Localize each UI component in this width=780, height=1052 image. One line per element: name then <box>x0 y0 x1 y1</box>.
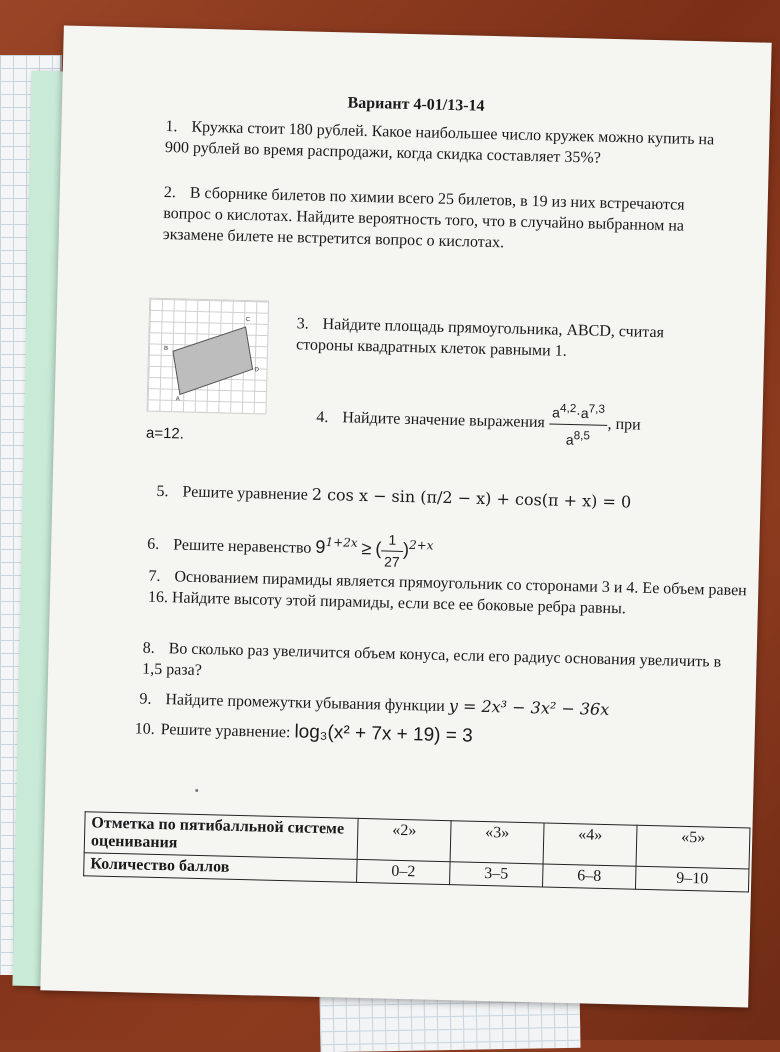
task-3 <box>296 313 707 365</box>
variant-title: Вариант 4-01/13-14 <box>347 94 485 115</box>
task-number: 8. <box>142 639 155 657</box>
task-number: 5. <box>156 482 169 501</box>
task-number: 4. <box>316 408 329 426</box>
task-4 <box>316 392 737 455</box>
row-label-marks: Отметка по пятибалльной системе оценивания <box>84 812 358 860</box>
inequality-rhs-exponent: 2+x <box>408 537 434 553</box>
task-8 <box>142 638 743 695</box>
task-text: Во сколько раз увеличится объем конуса, если его радиус основания увеличить в 1,5 раза? <box>141 640 722 680</box>
points-range-3: 3–5 <box>449 862 543 887</box>
task-text: Основанием пирамиды является прямоугольник со сторонами 3 и 4. Ее объем равен 16. Найдите высоту этой пирамиды, если все ее боковые ребра равны. <box>147 568 747 618</box>
task-text: Кружка стоит 180 рублей. Какое наибольшее число кружек можно купить на 900 рублей во время распродажи, когда скидка составляет 35%? <box>164 118 715 167</box>
vertex-label-c: C <box>245 317 251 324</box>
task-number: 9. <box>139 690 152 708</box>
rectangle-abcd-drawing <box>148 299 269 414</box>
inequality-relation: ≥ <box>361 538 372 559</box>
task-10 <box>134 717 734 754</box>
task-text: Найдите промежутки убывания функции <box>165 691 446 716</box>
grading-table <box>83 811 750 892</box>
mark-2: «2» <box>357 818 451 861</box>
function-9: y = 2x³ − 3x² − 36x <box>448 696 610 720</box>
task-text: Решите уравнение: <box>160 721 291 742</box>
inequality-fraction: $\frac{1}{27}$ <box>381 529 404 573</box>
task-2 <box>163 182 724 259</box>
points-range-4: 6–8 <box>542 864 636 889</box>
task-text: В сборнике билетов по химии всего 25 билетов, в 19 из них встречаются вопрос о кислотах. Найдите вероятность того, что в случайно выбранном на экзамене билете не встретится вопрос о кислотах. <box>162 184 685 252</box>
task-9 <box>139 688 739 725</box>
equation-10: log₃(x² + 7x + 19) = 3 <box>294 721 473 747</box>
task-4-given-value: a=12. <box>145 424 185 443</box>
task-number: 7. <box>148 567 161 586</box>
task-number: 2. <box>163 183 177 202</box>
mark-5: «5» <box>636 825 750 869</box>
vertex-label-a: A <box>175 396 180 403</box>
task-number: 6. <box>147 535 160 554</box>
points-range-5: 9–10 <box>635 866 749 892</box>
task-number: 1. <box>165 118 178 136</box>
task-number: 10. <box>134 720 155 738</box>
mark-4: «4» <box>543 823 637 866</box>
task-number: 3. <box>296 315 309 333</box>
exam-sheet <box>40 25 771 1007</box>
inequality-lhs: $9^{1+2x}$ <box>315 535 358 558</box>
task-5 <box>156 480 716 516</box>
row-label-points: Количество баллов <box>84 853 357 883</box>
task-6: 6. Решите неравенство $9^{1+2x}$ ≥ ( $\frac{1}{27}$ )$^{2+x}$ <box>147 524 708 581</box>
pencil-dot <box>195 789 198 792</box>
task-text: Решите уравнение <box>182 483 309 504</box>
rectangle-grid-figure <box>146 298 269 415</box>
task-text: Решите неравенство <box>173 536 312 557</box>
mark-3: «3» <box>450 821 544 864</box>
task-4-tail: , при <box>607 415 641 434</box>
task-1 <box>165 116 726 172</box>
task-text: Найдите значение выражения <box>342 409 546 432</box>
vertex-label-b: B <box>163 346 169 353</box>
points-range-2: 0–2 <box>357 859 451 884</box>
vertex-label-d: D <box>254 367 259 374</box>
task-text: Найдите площадь прямоугольника, ABCD, считая стороны квадратных клеток равными 1. <box>295 315 665 360</box>
expression-fraction: $\frac{a^{4,2}\cdot a^{7,3}}{a^{8,5}}$ <box>548 397 608 451</box>
equation-5: 2 cos x − sin (π/2 − x) + cos(π + x) = 0 <box>311 484 632 512</box>
